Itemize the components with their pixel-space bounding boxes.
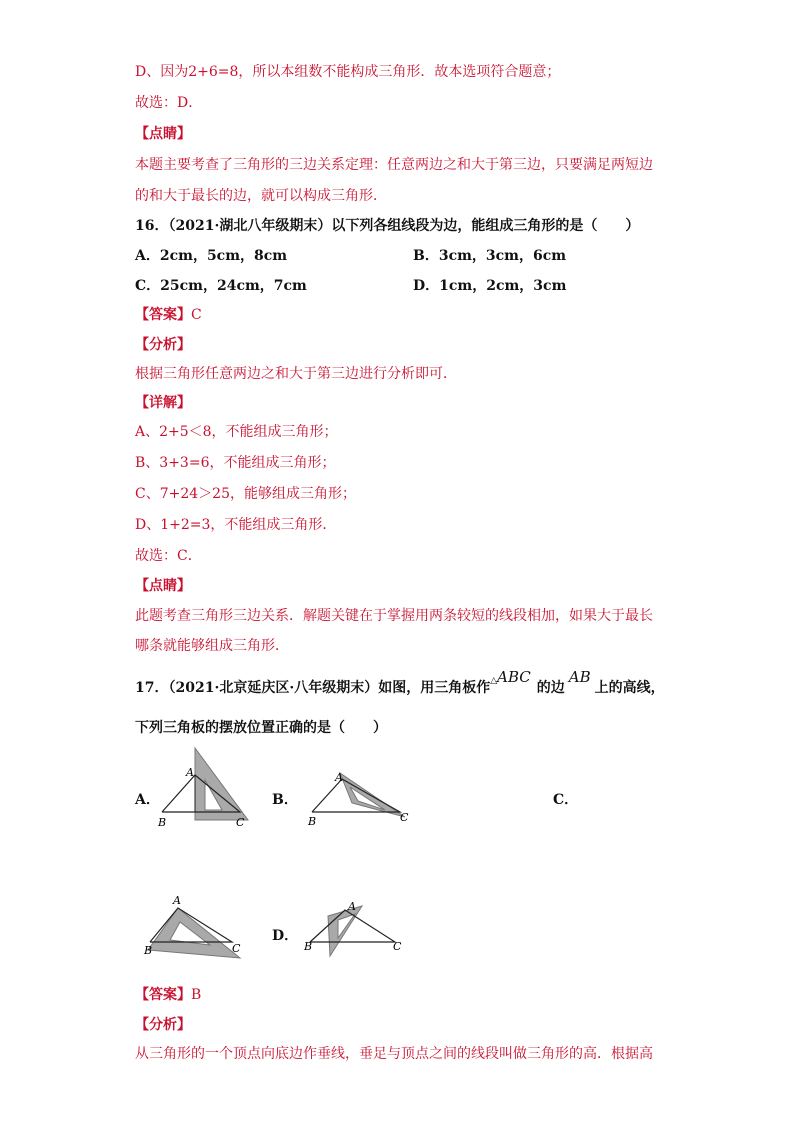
- q16-dianjing-tag: 【点睛】: [135, 578, 191, 594]
- q16-answer-tag: 【答案】: [135, 307, 191, 323]
- q16-detail-b: B、3+3=6，不能组成三角形；: [135, 455, 336, 471]
- vertex-label-b-4: B: [304, 940, 313, 953]
- prev-dianjing-line2: 的和大于最长的边，就可以构成三角形．: [135, 188, 387, 204]
- q16-option-a: A．2cm，5cm，8cm: [135, 248, 288, 264]
- vertex-label-c-2: C: [400, 811, 409, 824]
- q17-figure-label-a: A．: [135, 792, 160, 808]
- q17-answer-tag: 【答案】: [135, 987, 191, 1003]
- q17-stem-b: 的边: [536, 680, 565, 696]
- q16-stem: 16．（2021·湖北八年级期末）以下列各组线段为边，能组成三角形的是（ ）: [135, 218, 640, 234]
- q17-stem-c: 上的高线，: [594, 680, 665, 696]
- vertex-label-a-2: A: [335, 771, 343, 784]
- q16-option-b: B．3cm，3cm，6cm: [413, 248, 567, 264]
- q17-figure-b: [300, 765, 420, 830]
- vertex-label-a-4: A: [348, 900, 356, 913]
- vertex-label-b-2: B: [308, 815, 317, 828]
- q17-figure-label-d: D．: [272, 928, 299, 944]
- vertex-label-a-3: A: [173, 894, 181, 907]
- q17-stem-line2: 下列三角板的摆放位置正确的是（ ）: [135, 720, 387, 736]
- triangle-abc-d: [310, 910, 395, 942]
- q17-stem-line1: [135, 668, 665, 700]
- vertex-label-c-4: C: [393, 940, 402, 953]
- q16-answer: [135, 305, 202, 325]
- q16-option-c: C．25cm，24cm，7cm: [135, 278, 307, 294]
- q16-dianjing-line2: 哪条就能够组成三角形．: [135, 638, 289, 654]
- prev-dianjing-line1: 本题主要考查了三角形的三边关系定理：任意两边之和大于第三边，只要满足两短边: [135, 157, 653, 173]
- q16-detail-tag: 【详解】: [135, 395, 191, 411]
- q17-figure-a: [150, 740, 260, 830]
- q16-analysis-tag: 【分析】: [135, 337, 191, 353]
- q17-analysis: 从三角形的一个顶点向底边作垂线，垂足与顶点之间的线段叫做三角形的高．根据高: [135, 1046, 653, 1062]
- vertex-label-c-1: C: [236, 816, 245, 829]
- prev-option-d-explanation: D、因为2+6=8，所以本组数不能构成三角形．故本选项符合题意；: [135, 64, 561, 80]
- set-square-b: [340, 773, 405, 817]
- q17-figure-label-c: C．: [553, 792, 579, 808]
- q17-figure-c: [140, 890, 260, 965]
- q17-answer-value: B: [191, 987, 202, 1003]
- vertex-label-c-3: C: [232, 942, 241, 955]
- q17-answer: [135, 985, 201, 1005]
- prev-dianjing-tag: 【点睛】: [135, 126, 191, 142]
- q16-answer-value: C: [191, 307, 202, 323]
- q17-stem-a: 17．（2021·北京延庆区·八年级期末）如图，用三角板作: [135, 680, 491, 696]
- vertex-label-a-1: A: [186, 766, 194, 779]
- q17-side-name: AB: [568, 668, 591, 686]
- prev-choose: 故选：D．: [135, 95, 203, 111]
- q17-triangle-name: ABC: [497, 668, 531, 686]
- q17-triangle-symbol: △: [490, 676, 498, 686]
- set-square-d: [328, 906, 362, 956]
- vertex-label-b-1: B: [158, 816, 167, 829]
- q16-analysis: 根据三角形任意两边之和大于第三边进行分析即可．: [135, 366, 457, 382]
- q16-detail-c: C、7+24＞25，能够组成三角形；: [135, 486, 356, 502]
- q16-choose: 故选：C．: [135, 548, 202, 564]
- q17-figure-d: [300, 898, 410, 966]
- q17-figure-label-b: B．: [272, 792, 298, 808]
- q16-option-d: D．1cm，2cm，3cm: [413, 278, 567, 294]
- q16-detail-d: D、1+2=3，不能组成三角形．: [135, 517, 337, 533]
- q16-detail-a: A、2+5＜8，不能组成三角形；: [135, 424, 338, 440]
- vertex-label-b-3: B: [144, 944, 153, 957]
- q17-analysis-tag: 【分析】: [135, 1017, 191, 1033]
- q16-dianjing-line1: 此题考查三角形三边关系．解题关键在于掌握用两条较短的线段相加，如果大于最长: [135, 608, 653, 624]
